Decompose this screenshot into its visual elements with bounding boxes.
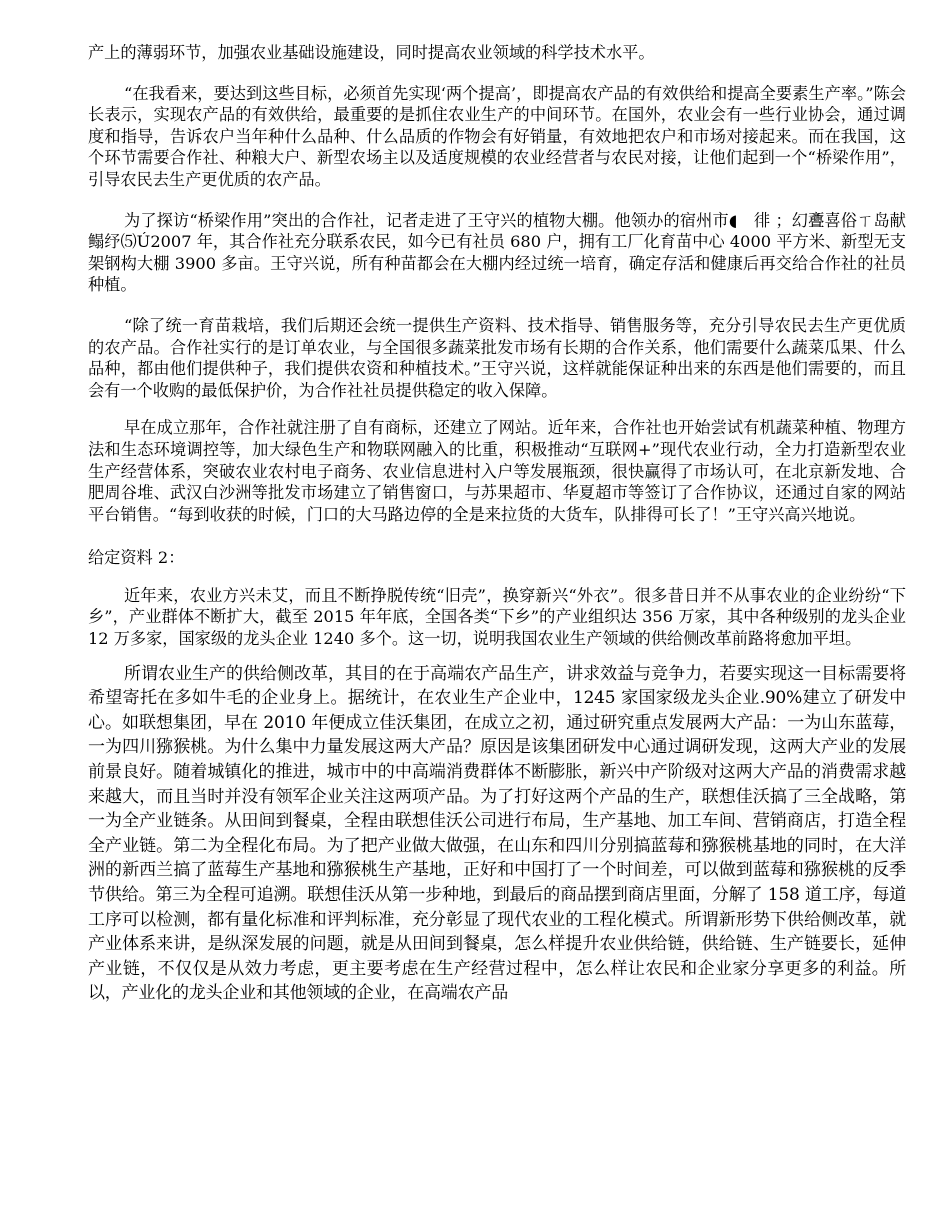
paragraph-trademark-website: 早在成立那年，合作社就注册了自有商标，还建立了网站。近年来，合作社也开始尝试有机蔬菜种植、物理方法和生态环境调控等，加大绿色生产和物联网融入的比重，积极推动“互联网+”现代农业行动，全力打造新型农业生产经营体系，突破农业农村电子商务、农业信息进村入户等发展瓶颈，很快赢得了市场认可，在北京新发地、合肥周谷堆、武汉白沙洲等批发市场建立了销售窗口，与苏果超市、华夏超市等签订了合作协议，还通过自家的网站平台销售。“每到收获的时候，门口的大马路边停的全是来拉货的大货车，队排得可长了！”王守兴高兴地说。 [88, 418, 906, 524]
paragraph-cooperative-visit: 为了探访“桥梁作用”突出的合作社，记者走进了王守兴的植物大棚。他领办的宿州市◖ 徘 ；幻斖喜俗ㄒ岛献鳎纾⑸Ú2007 年，其合作社充分联系农民，如今已有社员 680 户，拥有工厂化育苗中心 4000 平方米、新型无支架钢构大棚 3900 多亩。王守兴说，所有种苗都会在大棚内经过统一培育，确定存活和健康后再交给合作社的社员种植。 [88, 210, 906, 295]
paragraph-wang-quote: “除了统一育苗栽培，我们后期还会统一提供生产资料、技术指导、销售服务等，充分引导农民去生产更优质的农产品。合作社实行的是订单农业，与全国很多蔬菜批发市场有长期的合作关系，他们需要什么蔬菜瓜果、什么品种，都由他们提供种子，我们提供农资和种植技术。”王守兴说，这样就能保证种出来的东西是他们需要的，而且会有一个收购的最低保护价，为合作社社员提供稳定的收入保障。 [88, 315, 906, 400]
paragraph-continuation: 产上的薄弱环节，加强农业基础设施建设，同时提高农业领域的科学技术水平。 [88, 43, 655, 62]
paragraph-chen-quote: “在我看来，要达到这些目标，必须首先实现‘两个提高’，即提高农产品的有效供给和提高全要素生产率。”陈会长表示，实现农产品的有效供给，最重要的是抓住农业生产的中间环节。在国外，农业会有一些行业协会，通过调度和指导，告诉农户当年种什么品种、什么品质的作物会有好销量，有效地把农户和市场对接起来。而在我国，这个环节需要合作社、种粮大户、新型农场主以及适度规模的农业经营者与农民对接，让他们起到一个“桥梁作用”，引导农民去生产更优质的农产品。 [88, 83, 906, 189]
document-page [88, 42, 906, 1006]
paragraph-supply-side-reform: 所谓农业生产的供给侧改革，其目的在于高端农产品生产，讲求效益与竞争力，若要实现这一目标需要将希望寄托在多如牛毛的企业身上。据统计，在农业生产企业中，1245 家国家级龙头企业.90%建立了研发中心。如联想集团，早在 2010 年便成立佳沃集团，在成立之初，通过研究重点发展两大产品：一为山东蓝莓，一为四川猕猴桃。为什么集中力量发展这两大产品？原因是该集团研发中心通过调研发现，这两大产业的发展前景良好。随着城镇化的推进，城市中的中高端消费群体不断膨胀，新兴中产阶级对这两大产品的消费需求越来越大，而且当时并没有领军企业关注这两项产品。为了打好这两个产品的生产，联想佳沃搞了三全战略，第一为全产业链条。从田间到餐桌，全程由联想佳沃公司进行布局，生产基地、加工车间、营销商店，打造全程全产业链。第二为全程化布局。为了把产业做大做强，在山东和四川分别搞蓝莓和猕猴桃基地的同时，在大洋洲的新西兰搞了蓝莓生产基地和猕猴桃生产基地，正好和中国打了一个时间差，可以做到蓝莓和猕猴桃的反季节供给。第三为全程可追溯。联想佳沃从第一步种地，到最后的商品摆到商店里面，分解了 158 道工序，每道工序可以检测，都有量化标准和评判标准，充分彰显了现代农业的工程化模式。所谓新形势下供给侧改革，就产业体系来讲，是纵深发展的问题，就是从田间到餐桌，怎么样提升农业供给链，供给链、生产链要长，延伸产业链，不仅仅是从效力考虑，更主要考虑在生产经营过程中，怎么样让农民和企业家分享更多的利益。所以，产业化的龙头企业和其他领域的企业，在高端农产品 [88, 663, 906, 1004]
section-heading-material-2: 给定资料 2： [88, 548, 185, 568]
paragraph-enterprises-go-rural: 近年来，农业方兴未艾，而且不断挣脱传统“旧壳”，换穿新兴“外衣”。很多昔日并不从事农业的企业纷纷“下乡”，产业群体不断扩大，截至 2015 年年底，全国各类“下乡”的产业组织达 356 万家，其中各种级别的龙头企业 12 万多家，国家级的龙头企业 1240 多个。这一切，说明我国农业生产领域的供给侧改革前路将愈加平坦。 [88, 585, 906, 649]
